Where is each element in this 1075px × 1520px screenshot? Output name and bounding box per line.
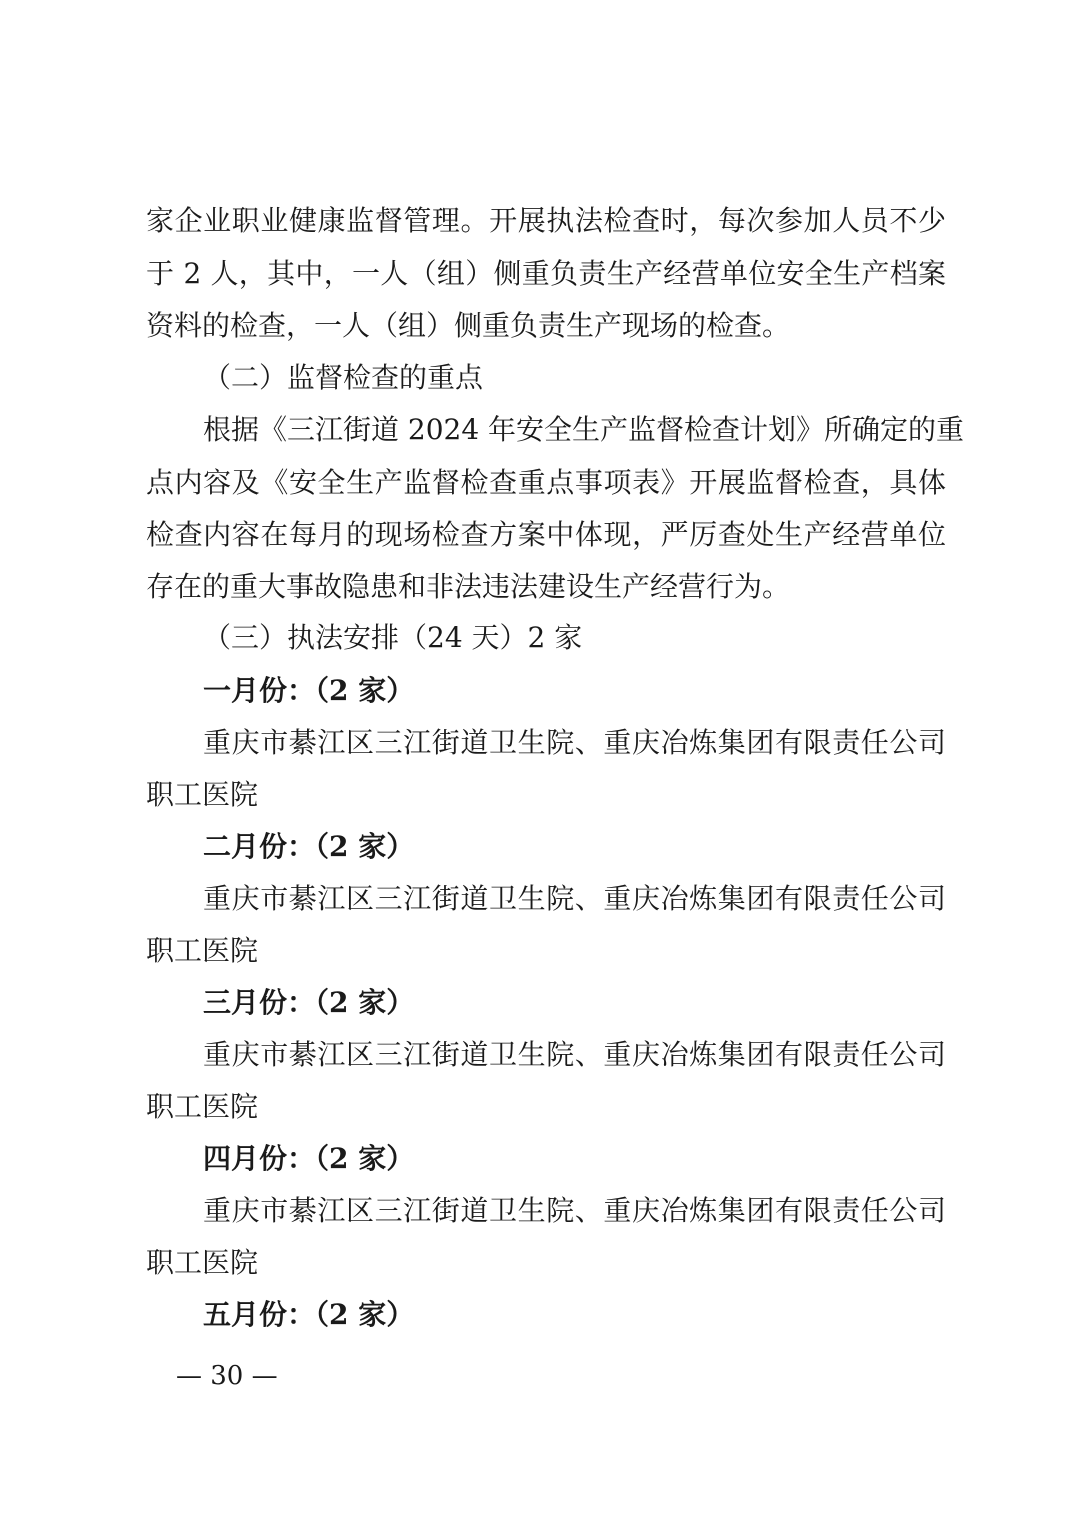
body-line: 重庆市綦江区三江街道卫生院、重庆冶炼集团有限责任公司 bbox=[203, 726, 946, 759]
month-heading: 三月份：（2 家） bbox=[203, 986, 415, 1019]
month-heading: 五月份：（2 家） bbox=[203, 1298, 415, 1331]
body-line: 职工医院 bbox=[146, 934, 259, 967]
body-line: 重庆市綦江区三江街道卫生院、重庆冶炼集团有限责任公司 bbox=[203, 1194, 946, 1227]
body-line: 点内容及《安全生产监督检查重点事项表》开展监督检查，具体 bbox=[146, 466, 946, 499]
section-heading: （二）监督检查的重点 bbox=[203, 361, 484, 394]
body-line: 于 2 人，其中，一人（组）侧重负责生产经营单位安全生产档案 bbox=[146, 257, 946, 290]
body-line: 职工医院 bbox=[146, 778, 259, 811]
body-line: 家企业职业健康监督管理。开展执法检查时，每次参加人员不少 bbox=[146, 204, 946, 237]
body-line: 职工医院 bbox=[146, 1246, 259, 1279]
body-line: 重庆市綦江区三江街道卫生院、重庆冶炼集团有限责任公司 bbox=[203, 882, 946, 915]
body-line: 职工医院 bbox=[146, 1090, 259, 1123]
body-line: 存在的重大事故隐患和非法违法建设生产经营行为。 bbox=[146, 570, 791, 603]
month-heading: 二月份：（2 家） bbox=[203, 830, 415, 863]
body-line: 重庆市綦江区三江街道卫生院、重庆冶炼集团有限责任公司 bbox=[203, 1038, 946, 1071]
body-line: 根据《三江街道 2024 年安全生产监督检查计划》所确定的重 bbox=[203, 413, 965, 446]
page-number: — 30 — bbox=[176, 1361, 278, 1391]
body-line: 资料的检查，一人（组）侧重负责生产现场的检查。 bbox=[146, 309, 791, 342]
body-line: 检查内容在每月的现场检查方案中体现，严厉查处生产经营单位 bbox=[146, 518, 946, 551]
section-heading: （三）执法安排（24 天）2 家 bbox=[203, 621, 583, 654]
month-heading: 四月份：（2 家） bbox=[203, 1142, 415, 1175]
month-heading: 一月份：（2 家） bbox=[203, 674, 415, 707]
